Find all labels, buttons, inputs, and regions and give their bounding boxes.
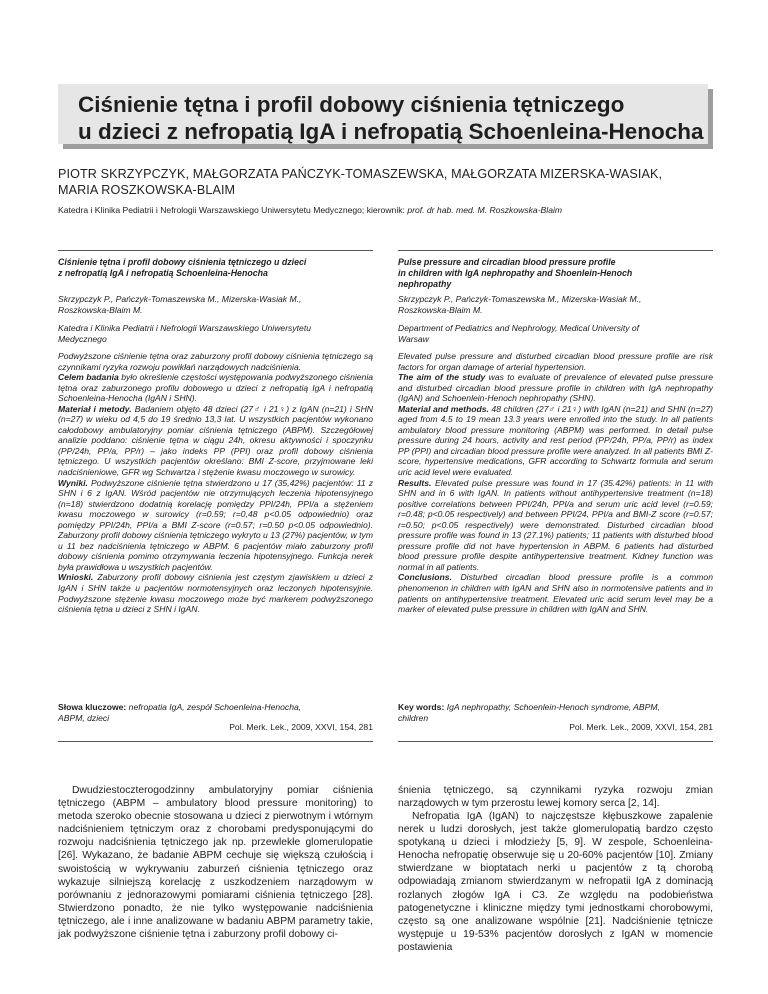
- article-title: [78, 91, 718, 145]
- abstract-pl-bottom-rule: [58, 741, 373, 742]
- abstract-en-affil-l1: Department of Pediatrics and Nephrology, Medical University of: [398, 323, 640, 333]
- abstract-pl-authors-l1: Skrzypczyk P., Pańczyk-Tomaszewska M., Mizerska-Wasiak M.,: [58, 294, 302, 304]
- authors-line-2: MARIA ROSZKOWSKA-BLAIM: [58, 183, 236, 197]
- body-right-paragraph-2: Nefropatia IgA (IgAN) to najczęstsze kłębuszkowe zapalenie nerek u ludzi dorosłych, jest także glomerulopatią bardzo często spotykaną u dzieci i młodzieży [5, 9]. W zespole, Schoenleina-Henocha nefropatię obserwuje się u 20-60% pacjentów [10]. Zmiany stwierdzane w bioptatach nerki u pacjentów z tą chorobą odpowiadają zmianom stwierdzanym w nefropatii IgA z dominacją rozlanych złogów IgA i C3. Ze względu na podobieństwa patogenetyczne i kliniczne między tymi jednostkami chorobowymi, często są one analizowane wspólnie [21]. Nadciśnienie tętnicze występuje u 19-53% pacjentów dorosłych z IgAN w momencie postawienia: [398, 811, 713, 953]
- abstract-en-keywords-l2: children: [398, 712, 429, 723]
- affiliation-head: prof. dr hab. med. M. Roszkowska-Blaim: [407, 205, 563, 215]
- abstract-pl-authors: [58, 294, 373, 315]
- abstract-pl-aim-label: Celem badania: [58, 372, 119, 383]
- abstract-en-conclusions: Disturbed circadian blood pressure profile is a common phenomenon in children with IgAN and SHN also in normotensive patients and in patients on antihypertensive treatment. Elevated uric acid serum level may be a marker of elevated pulse pressure in children with IgAN and SHN.: [398, 572, 713, 615]
- abstract-pl-results-label: Wyniki.: [58, 477, 88, 488]
- abstract-en-conclusions-label: Conclusions.: [398, 572, 452, 583]
- abstract-pl-authors-l2: Roszkowska-Blaim M.: [58, 304, 143, 315]
- abstract-pl-title: [58, 257, 373, 279]
- abstract-pl-methods: Badaniem objęto 48 dzieci (27♂ i 21♀) z IgAN (n=21) i SHN (n=27) w wieku od 4,5 do 19 średnio 13,3 lat. U wszystkich pacjentów wykonano całodobowy ambulatoryjny pomiar ciśnienia tętniczego (ABPM). Szczegółowej analizie poddano: ciśnienie tętna w ciągu 24h, okresu aktywności i spoczynku (PP/24h, PP/a, PP/r) – jako indeks PP (PPI) oraz profil dobowy ciśnienia tętniczego. U wszystkich pacjentów określano: BMI Z-score, przyjmowane leki nadciśnieniowe, GFR wg Schwartza i stężenie kwasu moczowego w surowicy.: [58, 403, 373, 478]
- article-authors: [58, 166, 718, 198]
- abstract-pl-title-l2: z nefropatią IgA i nefropatią Schoenleina-Henocha: [58, 268, 268, 278]
- abstract-pl-top-rule: [58, 250, 373, 251]
- abstract-en-aim: was to evaluate of prevalence of elevated pulse pressure and disturbed circadian blood pressure profile in children with IgA nephropathy (IgAN) and Schoenlein-Henoch nephropathy (SHN).: [398, 372, 714, 404]
- abstract-pl-conclusions-label: Wnioski.: [58, 572, 94, 583]
- abstract-pl-affil-l2: Medycznego: [58, 333, 107, 344]
- abstract-en-affiliation: [398, 323, 713, 344]
- body-right-paragraph-1: śnienia tętniczego, są czynnikami ryzyka rozwoju zmian narządowych w tym przerostu lewej komory serca [2, 14].: [398, 785, 713, 810]
- abstract-pl-affil-l1: Katedra i Klinika Pediatrii i Nefrologii Warszawskiego Uniwersytetu: [58, 323, 311, 333]
- abstract-en-keywords-label: Key words:: [398, 702, 445, 712]
- abstract-en-bottom-rule: [398, 741, 713, 742]
- abstract-en-title: [398, 257, 713, 290]
- abstract-pl-keywords-l2: ABPM, dzieci: [58, 712, 110, 723]
- abstract-en-methods-label: Material and methods.: [398, 403, 489, 414]
- abstract-en-citation: Pol. Merk. Lek., 2009, XXVI, 154, 281: [569, 722, 713, 732]
- abstract-en-results-label: Results.: [398, 477, 432, 488]
- abstract-en-body: [398, 351, 713, 615]
- abstract-en-top-rule: [398, 250, 713, 251]
- abstract-pl-methods-label: Materiał i metody.: [58, 403, 132, 414]
- abstract-pl-aim: było określenie częstości występowania podwyższonego ciśnienia tętna oraz zaburzonego profilu dobowego u dzieci z nefropatią IgA i nefropatią Schoenleina-Henocha (IgAN i SHN).: [58, 372, 374, 404]
- abstract-en-methods: 48 children (27♂ i 21♀) with IgAN (n=21) and SHN (n=27) aged from 4.5 to 19 mean 13.3 years were enrolled into the study. In all patients ambulatory blood pressure monitoring (ABPM) was performed. In detail pulse pressure during 24 hours, activity and rest period (PP/24h, PP/a, PP/r) as index PP (PPI) and circadian blood pressure profile were analyzed. In all patients BMI Z-score, hypertensive medications, GFR according to Schwartz formula and serum uric acid level were evaluated.: [398, 403, 714, 478]
- abstract-pl-citation: Pol. Merk. Lek., 2009, XXVI, 154, 281: [229, 722, 373, 732]
- abstract-pl-keywords: [58, 702, 373, 723]
- abstract-en-authors: [398, 294, 713, 315]
- article-affiliation: [58, 205, 738, 216]
- abstract-en-title-l1: Pulse pressure and circadian blood pressure profile: [398, 257, 616, 267]
- abstract-en-title-l2: in children with IgA nephropathy and Shoenlein-Henoch: [398, 268, 633, 278]
- abstract-pl-affiliation: [58, 323, 373, 344]
- title-line-2: u dzieci z nefropatią IgA i nefropatią Schoenleina-Henocha: [78, 119, 704, 144]
- abstract-pl-keywords-l1: nefropatia IgA, zespół Schoenleina-Henocha,: [126, 702, 302, 712]
- body-left-paragraph: Dwudziestoczterogodzinny ambulatoryjny pomiar ciśnienia tętniczego (ABPM – ambulatory blood pressure monitoring) to metoda szeroko obecnie stosowana u dzieci z pierwotnym i wtórnym nadciśnieniem tętniczym oraz z chorobami predysponującymi do rozwoju nadciśnienia tętniczego jak np. przewlekłe glomerulopatie [26]. Wykazano, że badanie ABPM cechuje się większą czułością i swoistością w wykrywaniu zaburzeń ciśnienia tętniczego oraz wykazuje silniejszą korelację z uszkodzeniem narządowym w porównaniu z jednorazowymi pomiarami ciśnienia tętniczego [28]. Stwierdzono ponadto, że nie tylko występowanie nadciśnienia tętniczego, ale i inne analizowane w badaniu ABPM parametry takie, jak podwyższone ciśnienie tętna i zaburzony profil dobowy ci-: [58, 785, 373, 941]
- abstract-en-affil-l2: Warsaw: [398, 333, 429, 344]
- abstract-pl-results: Podwyższone ciśnienie tętna stwierdzono u 17 (35,42%) pacjentów: 11 z SHN i 6 z IgAN. Wśród pacjentów nie otrzymujących leczenia hipotensyjnego (n=18) stwierdzono dodatnią korelację pomiędzy PPI/24h, PPI/a a stężeniem kwasu moczowego w surowicy (r=0.59; r=0,48 p<0.05 odpowiednio) oraz pomiędzy PPI/24h, PPI/a a BMI Z-score (r=0.57; r=0.50 p<0.05 odpowiednio). Zaburzony profil dobowy ciśnienia tętniczego wykryto u 13 (27%) pacjentów, w tym u 11 bez nadciśnienia tętniczego w ABPM. 6 pacjentów miało zaburzony profil dobowy ciśnienia pomimo otrzymywania leczenia hipotensyjnego. Funkcja nerek była prawidłowa u wszystkich pacjentów.: [58, 477, 373, 572]
- abstract-pl-conclusions: Zaburzony profil dobowy ciśnienia jest częstym zjawiskiem u dzieci z IgAN i SHN także u pacjentów normotensyjnych oraz leczonych hipotensyjnie. Podwyższone stężenie kwasu moczowego może być markerem podwyższonego ciśnienia tętna u dzieci z SHN i IgAN.: [58, 572, 373, 615]
- abstract-en-keywords: [398, 702, 713, 723]
- abstract-pl-body: [58, 351, 373, 615]
- authors-line-1: PIOTR SKRZYPCZYK, MAŁGORZATA PAŃCZYK-TOMASZEWSKA, MAŁGORZATA MIZERSKA-WASIAK,: [58, 167, 663, 181]
- abstract-pl-title-l1: Ciśnienie tętna i profil dobowy ciśnienia tętniczego u dzieci: [58, 257, 307, 267]
- abstract-en-results: Elevated pulse pressure was found in 17 (35.42%) patients: in 11 with SHN and in 6 with IgAN. In patients without antihypertensive treatment (n=18) positive correlations between PPI/24h, PPI/a and serum uric acid level (r=0.59; r=0.48; p<0.05 respectively) and between PPI/24, PPI/a and BMI-Z score (r=0.57; r=0.50; p<0.05 respectively) were demonstrated. Disturbed circadian blood pressure profile was found in 13 (27.1%) patients; 11 patients with disturbed blood pressure profile did not have hypertension in ABPM. 6 patients had disturbed blood pressure profile despite antihypertensive treatment. Kidney function was normal in all patients.: [398, 477, 713, 572]
- abstract-en-authors-l2: Roszkowska-Blaim M.: [398, 304, 483, 315]
- affiliation-main: Katedra i Klinika Pediatrii i Nefrologii Warszawskiego Uniwersytetu Medycznego; kierownik:: [58, 205, 408, 215]
- abstract-pl-intro: Podwyższone ciśnienie tętna oraz zaburzony profil dobowy ciśnienia tętniczego są czynnikami ryzyka rozwoju powikłań narządowych nadciśnienia.: [58, 351, 373, 372]
- abstract-en-keywords-l1: IgA nephropathy, Schoenlein-Henoch syndrome, ABPM,: [444, 702, 660, 712]
- abstract-en-title-l3: nephropathy: [398, 279, 452, 289]
- abstract-en-aim-label: The aim of the study: [398, 372, 486, 383]
- abstract-en-intro: Elevated pulse pressure and disturbed circadian blood pressure profile are risk factors for organ damage of arterial hypertension.: [398, 351, 713, 372]
- title-line-1: Ciśnienie tętna i profil dobowy ciśnienia tętniczego: [78, 92, 625, 117]
- abstract-pl-keywords-label: Słowa kluczowe:: [58, 702, 127, 712]
- abstract-en-authors-l1: Skrzypczyk P., Pańczyk-Tomaszewska M., Mizerska-Wasiak M.,: [398, 294, 642, 304]
